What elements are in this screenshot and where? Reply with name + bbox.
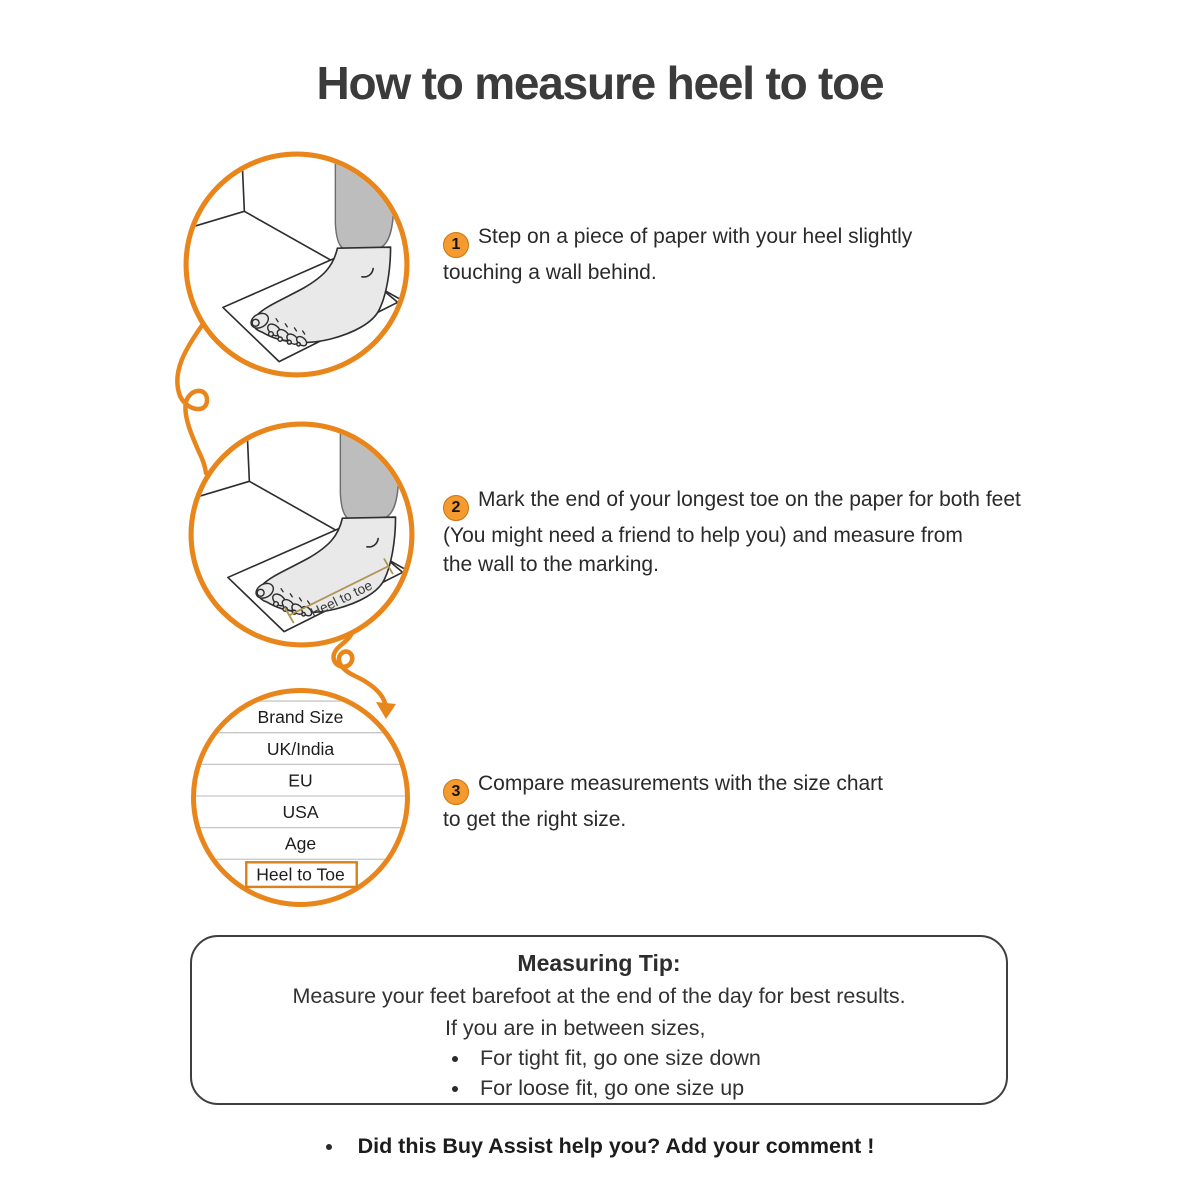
tip-line-1: Measure your feet barefoot at the end of the day for best results. (292, 984, 906, 1008)
step-1-text: Step on a piece of paper with your heel slightly touching a wall behind. (443, 225, 913, 284)
tip-bullet-1-text: For tight fit, go one size down (480, 1046, 761, 1070)
bullet-dot (452, 1056, 458, 1062)
step-3-text: Compare measurements with the size chart to get the right size. (443, 772, 883, 831)
measure-label: Heel to toe (308, 577, 375, 621)
step-3-number-badge: 3 (443, 779, 469, 805)
step-2 (443, 485, 1063, 579)
size-chart-row-brand-size: Brand Size (257, 707, 344, 728)
footer-text: Did this Buy Assist help you? Add your comment ! (357, 1134, 875, 1158)
step-1 (443, 222, 983, 287)
step-2-text: Mark the end of your longest toe on the paper for both feet (You might need a friend to help you) and measure from the wall to the marking. (443, 488, 1021, 576)
size-chart-row-heel-to-toe: Heel to Toe (256, 864, 345, 885)
size-chart-row-uk-india: UK/India (266, 738, 335, 759)
size-chart-row-age: Age (284, 833, 317, 854)
size-chart-row-usa: USA (282, 802, 319, 823)
page-title: How to measure heel to toe (316, 57, 884, 109)
step-2-number-badge: 2 (443, 495, 469, 521)
tip-bullet-1 (452, 1046, 1006, 1071)
measuring-tip-box (190, 935, 1008, 1105)
tip-bullet-2-text: For loose fit, go one size up (480, 1076, 745, 1100)
size-chart-illustration (190, 687, 411, 908)
illustration-step-2 (187, 420, 416, 649)
size-chart-row-eu: EU (288, 770, 313, 791)
tip-title: Measuring Tip: (517, 950, 681, 976)
bullet-dot (326, 1144, 332, 1150)
step-1-number-badge: 1 (443, 232, 469, 258)
step-3 (443, 769, 983, 834)
tip-bullet-2 (452, 1076, 1006, 1101)
illustration-step-1 (182, 150, 411, 379)
footer-note (0, 1134, 1200, 1159)
tip-line-2: If you are in between sizes, (445, 1016, 706, 1040)
bullet-dot (452, 1086, 458, 1092)
